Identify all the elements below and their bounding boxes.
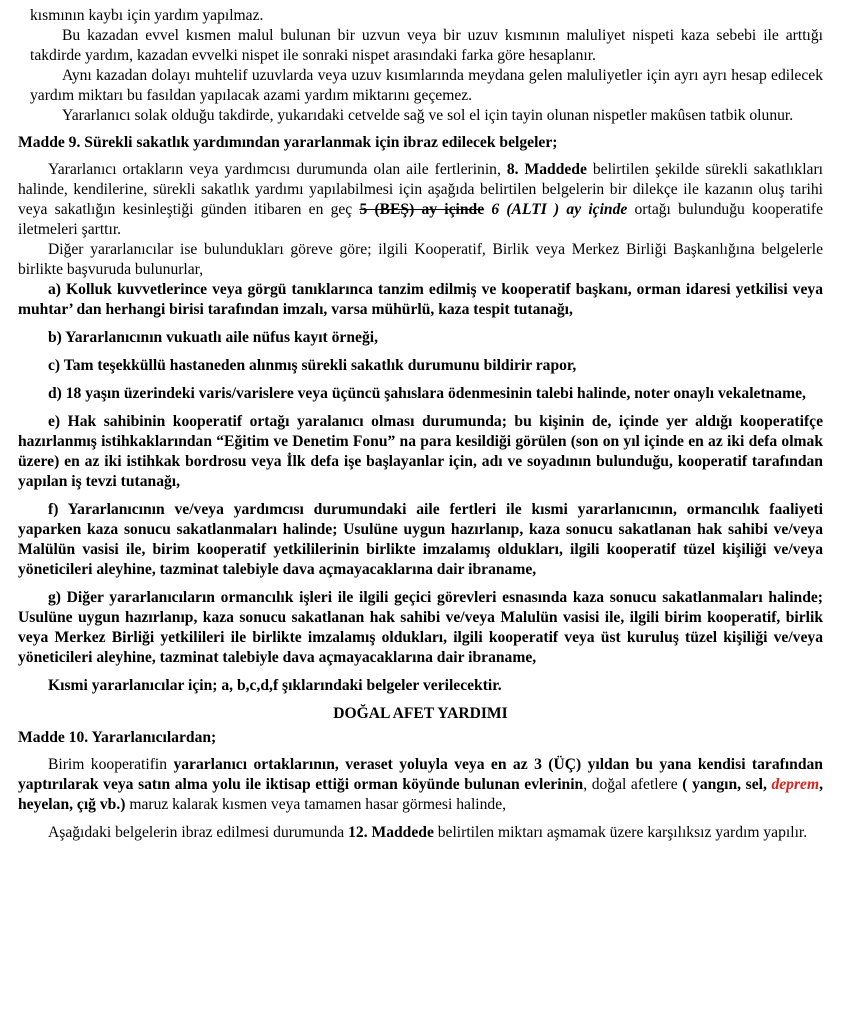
bold-run: yararlanıcı ortaklarının, veraset yoluyla veya en az 3 (ÜÇ) yıldan bu yana kendisi tarafından yaptırılarak veya satın alma yolu ile iktisap ettiği orman köyünde bulunan evlerinin <box>18 756 823 793</box>
list-item-b: b) Yararlanıcının vukuatlı aile nüfus kayıt örneği, <box>48 329 378 346</box>
text-run: belirtilen miktarı aşmamak üzere karşılıksız yardım yapılır. <box>433 824 808 841</box>
paragraph-prior-disability: Bu kazadan evvel kısmen malul bulunan bir uzvun veya bir uzuv kısmının maluliyet nispeti kaza sebebi ile arttığı takdirde yardım, kazadan evvelki nispet ile sonraki nispet arasındaki farka göre hesaplanır. <box>30 27 823 64</box>
paragraph-left-handed: Yararlanıcı solak olduğu takdirde, yukarıdaki cetvelde sağ ve sol el için tayin olunan nispetler makûsen tatbik olunur. <box>62 107 794 124</box>
list-item-g: g) Diğer yararlanıcıların ormancılık işleri ile ilgili geçici görevleri esnasında kaza sonucu sakatlanmaları halinde; Usulüne uygun hazırlanıp, kaza sonucu sakatlanan hak sahibi ve/veya Malulün vasisi ile, ilgili birim kooperatif, birlik veya Merkez Birliği yetkilileri ile birlikte imzalamış oldukları, ilgili kooperatif veya üst kuruluş tüzel kişiliği ve/veya yöneticileri aleyhine, tazminat talebiyle dava açmayacaklarına dair ibraname, <box>18 589 823 666</box>
article-10-heading: Madde 10. Yararlanıcılardan; <box>18 729 217 746</box>
article-9-paragraph-2: Diğer yararlanıcılar ise bulundukları göreve göre; ilgili Kooperatif, Birlik veya Merkez Birliği Başkanlığına belgelerle birlikte başvuruda bulunurlar, <box>18 241 823 278</box>
amended-text: 6 (ALTI ) ay içinde <box>484 201 628 218</box>
struck-text: 5 (BEŞ) ay içinde <box>359 201 485 218</box>
list-item-d: d) 18 yaşın üzerindeki varis/varislere veya üçüncü şahıslara ödenmesinin talebi halinde, noter onaylı vekaletname, <box>48 385 806 402</box>
text-run: maruz kalarak kısmen veya tamamen hasar görmesi halinde, <box>125 796 507 813</box>
partial-beneficiaries-note: Kısmi yararlanıcılar için; a, b,c,d,f şıklarındaki belgeler verilecektir. <box>48 677 502 694</box>
article-ref: 12. Maddede <box>348 824 434 841</box>
section-title: DOĞAL AFET YARDIMI <box>333 705 508 722</box>
list-item-c: c) Tam teşekküllü hastaneden alınmış sürekli sakatlık durumunu bildirir rapor, <box>48 357 577 374</box>
text-run: Aşağıdaki belgelerin ibraz edilmesi durumunda <box>48 824 349 841</box>
text-run: belirtilen şekilde sürekli sakatlıkları halinde, kendilerine, sürekli sakatlık yardımı yapılabilmesi için aşağıda belirtilen belgelerin bir dilekçe ile kazanın oluş tarihi veya sakatlığın kesinleştiği günden itibaren en geç <box>18 161 823 218</box>
list-item-a: a) Kolluk kuvvetlerince veya görgü tanıklarınca tanzim edilmiş ve kooperatif başkanı, orman idaresi yetkilisi veya muhtar’ dan herhangi birisi tarafından imzalı, varsa mühürlü, kaza tespit tutanağı, <box>18 281 823 318</box>
text-run: Yararlanıcı ortakların veya yardımcısı durumunda olan aile fertlerinin, <box>48 161 507 178</box>
text-run: ortağı bulunduğu kooperatife iletmeleri şarttır. <box>18 201 823 238</box>
paragraph-continuation: kısmının kaybı için yardım yapılmaz. <box>30 7 264 24</box>
article-ref: 8. Maddede <box>506 161 587 178</box>
bold-run: , heyelan, çığ vb.) <box>18 776 823 813</box>
list-item-f: f) Yararlanıcının ve/veya yardımcısı durumundaki aile fertleri ile kısmi yararlanıcının, ormancılık faaliyeti yaparken kaza sonucu sakatlanmaları halinde; Usulüne uygun hazırlanıp, kaza sonucu sakatlanan hak sahibi ve/veya Malülün vasisi ile, birim kooperatif yetkililerinin birlikte imzalamış oldukları, ilgili kooperatif tüzel kişiliği ve/veya yöneticileri aleyhine, tazminat talebiyle dava açmayacaklarına dair ibraname, <box>18 501 823 578</box>
bold-run: ( yangın, sel, <box>682 776 772 793</box>
paragraph-multiple-limbs: Aynı kazadan dolayı muhtelif uzuvlarda veya uzuv kısımlarında meydana gelen maluliyetler için ayrı ayrı hesap edilecek yardım miktarı bu fasıldan yapılacak azami yardım miktarını geçemez. <box>30 67 823 104</box>
article-10-paragraph <box>18 755 823 815</box>
deprem-highlight: deprem <box>771 776 820 793</box>
text-run: , doğal afetlere <box>583 776 683 793</box>
article-10-final-paragraph <box>18 823 823 843</box>
article-9-heading: Madde 9. Sürekli sakatlık yardımından yararlanmak için ibraz edilecek belgeler; <box>18 134 558 151</box>
list-item-e: e) Hak sahibinin kooperatif ortağı yaralanıcı olması durumunda; bu kişinin de, içinde yer aldığı kooperatifçe hazırlanmış istihkaklarından “Eğitim ve Denetim Fonu” na para kesildiği görülen (son on yıl içinde en az iki defa olmak üzere) en az iki istihkak bordrosu veya İlk defa işe başlayanlar için, adı ve soyadının bulunduğu, kooperatif tarafından yapılan iş tevzi tutanağı, <box>18 413 823 490</box>
article-9-paragraph-1 <box>18 160 823 240</box>
text-run: Birim kooperatifin <box>48 756 174 773</box>
